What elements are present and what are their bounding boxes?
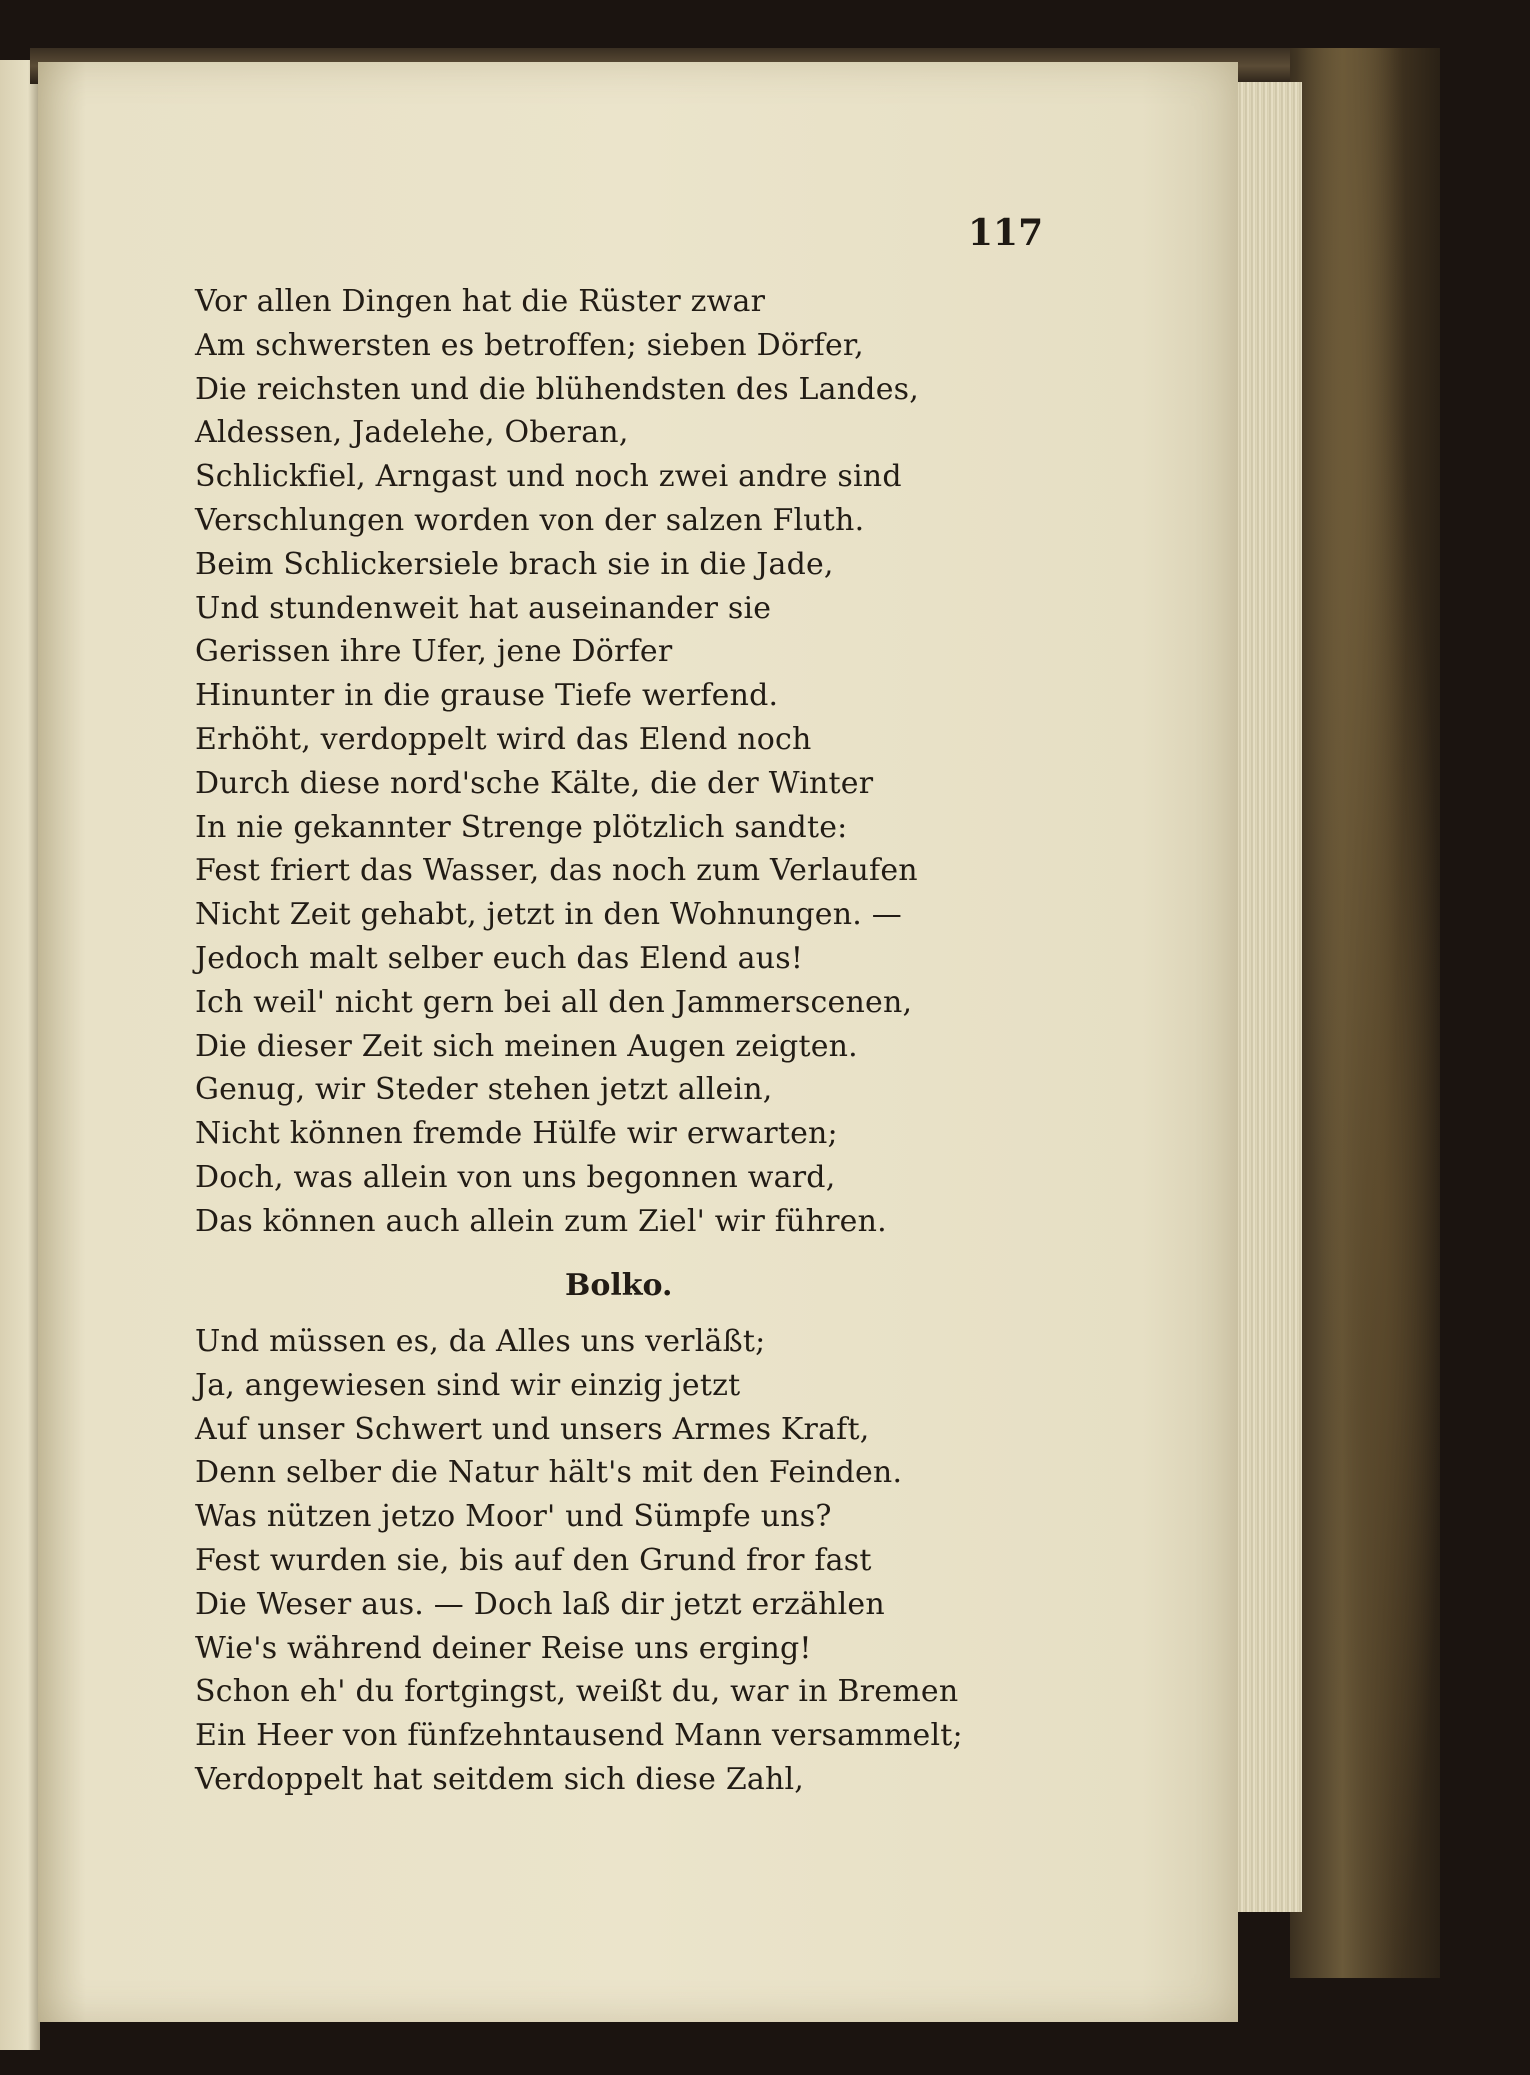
verse-line: Fest wurden sie, bis auf den Grund fror fast — [195, 1542, 872, 1578]
verse-line: Wie's während deiner Reise uns erging! — [195, 1630, 812, 1666]
verse-stanza-2 — [195, 1320, 963, 1802]
verse-line: Auf unser Schwert und unsers Armes Kraft, — [195, 1411, 870, 1447]
verse-line: Ein Heer von fünfzehntausend Mann versammelt; — [195, 1718, 963, 1754]
verse-line: Gerissen ihre Ufer, jene Dörfer — [195, 634, 673, 670]
verse-line: Doch, was allein von uns begonnen ward, — [195, 1159, 836, 1195]
speaker-name: Bolko. — [565, 1268, 673, 1303]
verse-line: Beim Schlickersiele brach sie in die Jade, — [195, 546, 834, 582]
verse-line: Vor allen Dingen hat die Rüster zwar — [195, 284, 766, 319]
verse-line: Und müssen es, da Alles uns verläßt; — [195, 1324, 766, 1359]
verse-line: Am schwersten es betroffen; sieben Dörfer, — [195, 327, 864, 363]
verse-line: Schlickfiel, Arngast und noch zwei andre sind — [195, 459, 902, 495]
verse-line: Was nützen jetzo Moor' und Sümpfe uns? — [195, 1499, 832, 1535]
verse-line: Denn selber die Natur hält's mit den Feinden. — [195, 1455, 903, 1491]
verse-stanza-1 — [195, 280, 955, 1244]
verse-line: Und stundenweit hat auseinander sie — [195, 590, 772, 626]
verse-line: Verschlungen worden von der salzen Fluth. — [195, 502, 865, 538]
page-number: 117 — [968, 212, 1044, 254]
verse-line: Nicht Zeit gehabt, jetzt in den Wohnungen. — — [195, 897, 902, 933]
verse-line: Die Weser aus. — Doch laß dir jetzt erzählen — [195, 1586, 885, 1622]
facing-page-edge — [0, 60, 40, 2050]
verse-line: Jedoch malt selber euch das Elend aus! — [195, 940, 804, 976]
verse-line: Genug, wir Steder stehen jetzt allein, — [195, 1072, 773, 1108]
page-stack-edges — [1232, 82, 1302, 1912]
book-cover-marbled — [1290, 48, 1440, 1978]
verse-line: Aldessen, Jadelehe, Oberan, — [195, 415, 629, 451]
verse-line: Die dieser Zeit sich meinen Augen zeigten. — [195, 1028, 858, 1064]
verse-line: Schon eh' du fortgingst, weißt du, war in Bremen — [195, 1674, 959, 1710]
verse-line: Erhöht, verdoppelt wird das Elend noch — [195, 721, 812, 757]
verse-line: Ich weil' nicht gern bei all den Jammerscenen, — [195, 984, 913, 1020]
verse-line: Die reichsten und die blühendsten des Landes, — [195, 371, 919, 407]
verse-line: Verdoppelt hat seitdem sich diese Zahl, — [195, 1761, 805, 1797]
verse-line: Ja, angewiesen sind wir einzig jetzt — [195, 1367, 741, 1403]
verse-line: Das können auch allein zum Ziel' wir führen. — [195, 1203, 887, 1239]
verse-line: Fest friert das Wasser, das noch zum Verlaufen — [195, 853, 918, 889]
verse-line: Durch diese nord'sche Kälte, die der Winter — [195, 765, 874, 801]
verse-line: Hinunter in die grause Tiefe werfend. — [195, 678, 779, 714]
verse-line: Nicht können fremde Hülfe wir erwarten; — [195, 1116, 838, 1152]
verse-line: In nie gekannter Strenge plötzlich sandte: — [195, 809, 848, 845]
